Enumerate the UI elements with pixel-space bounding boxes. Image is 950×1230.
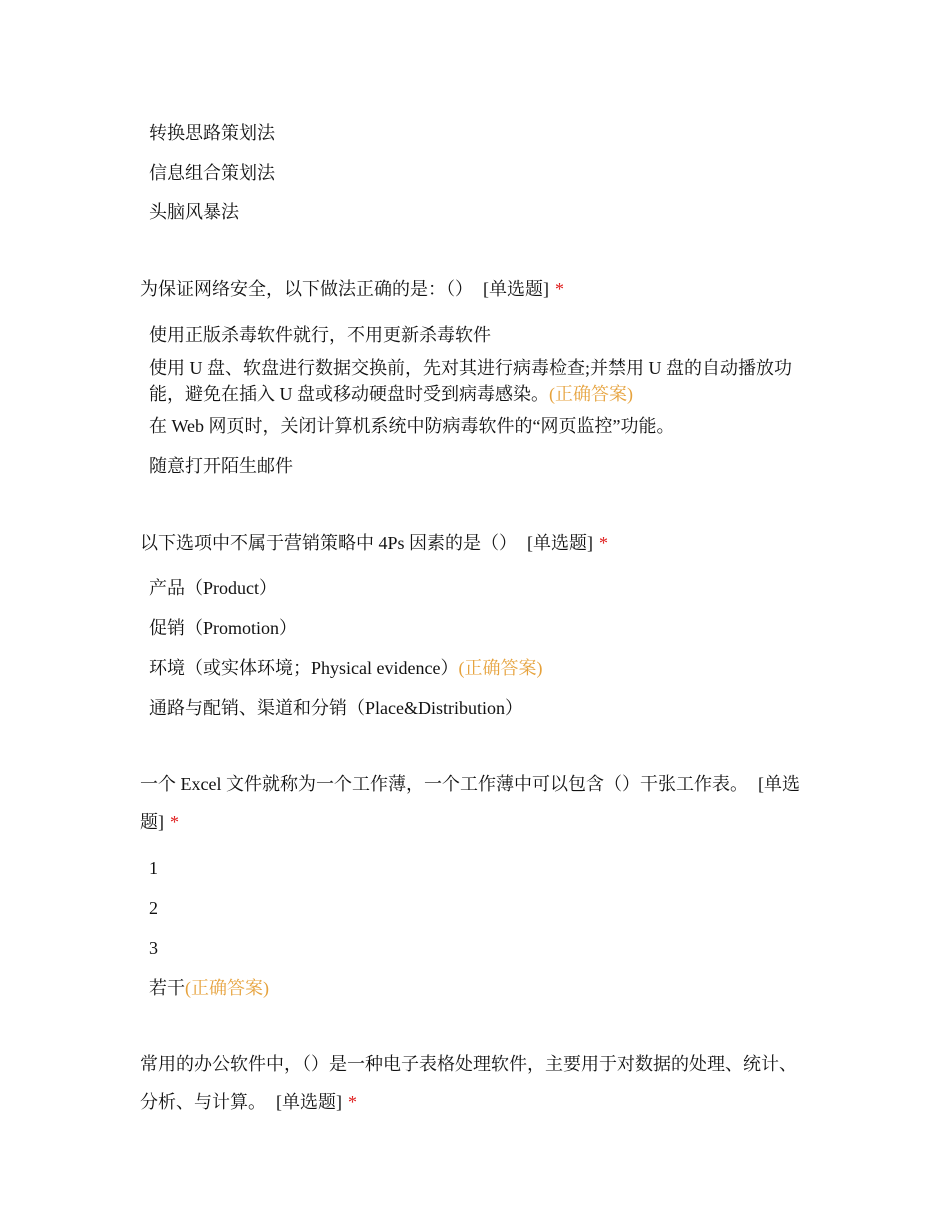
q1-question xyxy=(140,276,810,302)
q2-question-text: 以下选项中不属于营销策略中 4Ps 因素的是（） xyxy=(140,533,518,553)
q1-option-2[interactable] xyxy=(149,355,809,407)
q4-question-type: [单选题] xyxy=(276,1092,342,1112)
q3-question-type: [单选题] xyxy=(140,774,800,832)
q3-required-mark: * xyxy=(170,812,179,832)
q4-question xyxy=(140,1045,810,1121)
q1-question-type: [单选题] xyxy=(483,279,549,299)
q3-option-4[interactable] xyxy=(149,975,269,1001)
q3-option-4-text: 若干 xyxy=(149,978,185,998)
q3-option-1[interactable]: 1 xyxy=(149,858,158,878)
q2-option-4[interactable]: 通路与配销、渠道和分销（Place&Distribution） xyxy=(149,698,523,718)
q1-option-4[interactable]: 随意打开陌生邮件 xyxy=(149,456,293,476)
q0-option-3[interactable]: 头脑风暴法 xyxy=(149,202,239,222)
q0-option-2[interactable]: 信息组合策划法 xyxy=(149,163,275,183)
q1-correct-answer-label: (正确答案) xyxy=(549,384,633,404)
q2-option-1[interactable]: 产品（Product） xyxy=(149,578,277,598)
q2-question-type: [单选题] xyxy=(527,533,594,553)
q3-question xyxy=(140,765,810,841)
q4-question-text: 常用的办公软件中，（）是一种电子表格处理软件，主要用于对数据的处理、统计、分析、与计算。 xyxy=(140,1054,797,1112)
q2-question xyxy=(140,530,810,556)
q2-option-3-text: 环境（或实体环境；Physical evidence） xyxy=(149,658,459,678)
q3-option-3[interactable]: 3 xyxy=(149,938,158,958)
q3-option-2[interactable]: 2 xyxy=(149,898,158,918)
q2-option-3[interactable] xyxy=(149,655,542,681)
q2-required-mark: * xyxy=(599,533,609,553)
q2-option-2[interactable]: 促销（Promotion） xyxy=(149,618,298,638)
q3-correct-answer-label: (正确答案) xyxy=(185,978,269,998)
q1-option-1[interactable]: 使用正版杀毒软件就行，不用更新杀毒软件 xyxy=(149,325,491,345)
q1-question-text: 为保证网络安全，以下做法正确的是：（） xyxy=(140,279,473,299)
q1-option-3[interactable]: 在 Web 网页时，关闭计算机系统中防病毒软件的“网页监控”功能。 xyxy=(149,416,675,436)
q4-required-mark: * xyxy=(348,1092,357,1112)
q1-required-mark: * xyxy=(555,279,564,299)
q0-option-1[interactable]: 转换思路策划法 xyxy=(149,123,275,143)
q3-question-text: 一个 Excel 文件就称为一个工作薄，一个工作薄中可以包含（）干张工作表。 xyxy=(140,774,748,794)
q1-option-2-text: 使用 U 盘、软盘进行数据交换前，先对其进行病毒检查;并禁用 U 盘的自动播放功能，避免在插入 U 盘或移动硬盘时受到病毒感染。 xyxy=(149,358,792,404)
q2-correct-answer-label: (正确答案) xyxy=(458,658,543,678)
